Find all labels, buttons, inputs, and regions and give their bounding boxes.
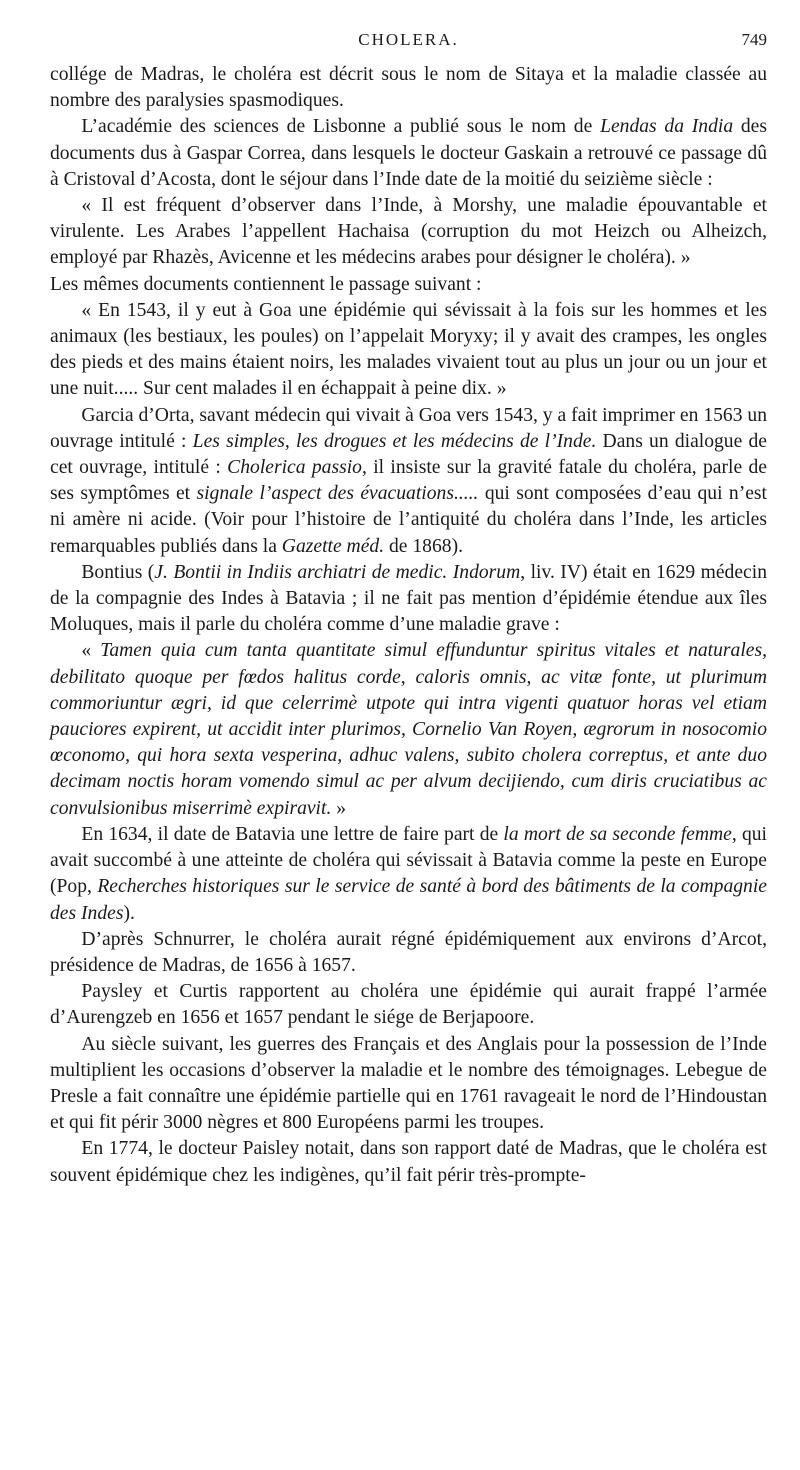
paragraph-text: « En 1543, il y eut à Goa une épidémie qui sévissait à la fois sur les hommes et les animaux (les bestiaux, les poules) on l’appelait Moryxy; il y avait des crampes, les ongles des pieds et des mains étaient noirs, les malades vivaient tout au plus un jour ou un jour et une nuit..... Sur cent malades il en échappait à peine dix. » [50,299,767,400]
paragraph-lisbon-academy [50,114,767,193]
paragraph-text: , qui avait succombé à une atteinte de choléra qui sévissait à Batavia comme la peste en Europe (Pop, [50,823,767,898]
paragraph-text: , il insiste sur la gravité fatale du choléra, parle de ses symptômes et [50,457,767,505]
emphasis-text: signale l’aspect des évacuations..... [196,483,479,505]
book-title: J. Bontii in Indiis archiatri de medic. Indorum [154,561,521,583]
paragraph-text: Garcia d’Orta, savant médecin qui vivait à Goa vers 1543, y a fait imprimer en 1563 un ouvrage intitulé : [50,404,767,452]
quote-goa-1543 [50,298,767,403]
paragraph-text: D’après Schnurrer, le choléra aurait régné épidémiquement aux environs d’Arcot, présidence de Madras, de 1656 à 1657. [50,928,767,976]
paragraph-text: Bontius ( [81,561,155,583]
paragraph-text: Les mêmes documents contiennent le passage suivant : [50,273,482,295]
quote-acosta [50,193,767,272]
paragraph-schnurrer [50,927,767,979]
paragraph-text: En 1774, le docteur Paisley notait, dans son rapport daté de Madras, que le choléra est souvent épidémique chez les indigènes, qu’il fait périr très-prompte- [50,1138,767,1186]
paragraph-text: Au siècle suivant, les guerres des Français et des Anglais pour la possession de l’Inde multiplient les occasions d’observer la maladie et le nombre des témoignages. Lebegue de Presle a fait connaître une épidémie partielle qui en 1761 ravageait le nord de l’Hindoustan et qui fit périr 3000 nègres et 800 Européens parmi les troupes. [50,1033,767,1134]
paragraph-text: En 1634, il date de Batavia une lettre de faire part de [81,823,504,845]
page-body [50,62,767,1189]
paragraph-text: qui sont composées d’eau qui n’est ni amère ni acide. (Voir pour l’histoire de l’antiquité du choléra dans l’Inde, les articles remarquables publiés dans la [50,483,767,557]
paragraph-text: Paysley et Curtis rapportent au choléra une épidémie qui aurait frappé l’armée d’Aurengzeb en 1656 et 1657 pendant le siége de Berjapoore. [50,981,767,1029]
journal-title: Gazette méd. [281,535,385,557]
book-title: Les simples, les drogues et les médecins de l’Inde. [192,430,597,452]
dialogue-title: Cholerica passio [227,457,362,479]
paragraph-text: » [331,797,347,819]
paragraph-batavia-1634 [50,822,767,927]
paragraph-text: ). [123,902,135,924]
latin-quote: Tamen quia cum tanta quantitate simul effunduntur spiritus vitales et naturales, debilitato quoque per fœdos halitus corde, caloris omnis, ac vitæ fonte, ut plurimum commoriuntur ægri, id que celerrimè utpote qui intra vigenti quatuor horas vel etiam pauciores expirent, ut accidit inter plurimos, Cornelio Van Royen, ægrorum in nosocomio œconomo, qui hora sexta vesperina, adhuc valens, subito cholera correptus, et ante duo decimam noctis horam vomendo simul ac per alvum decijiendo, cum diris cruciatibus ac convulsionibus miserrimè expiravit. [50,640,767,819]
paragraph-paysley-curtis [50,979,767,1031]
paragraph-paisley-1774 [50,1136,767,1188]
paragraph-next-century [50,1032,767,1137]
quote-latin [50,638,767,821]
paragraph-text: collége de Madras, le choléra est décrit sous le nom de Sitaya et la maladie classée au nombre des paralysies spasmodiques. [50,64,767,112]
paragraph-continuation [50,62,767,114]
paragraph-garcia-orta [50,403,767,560]
paragraph-text: Dans un dialogue de cet ouvrage, intitulé : [50,430,767,479]
emphasis-text: la mort de sa seconde femme [503,823,732,845]
page-header [50,30,767,54]
paragraph-text: , liv. IV) était en 1629 médecin de la compagnie des Indes à Batavia ; il ne fait pas mention d’épidémie étendue aux îles Moluques, mais il parle du choléra comme d’une maladie grave : [50,561,767,636]
paragraph-text: de 1868). [384,535,463,557]
paragraph-documents [50,272,767,298]
paragraph-text: L’académie des sciences de Lisbonne a publié sous le nom de [81,116,601,138]
paragraph-text: des documents dus à Gaspar Correa, dans lesquels le docteur Gaskain a retrouvé ce passage dû à Cristoval d’Acosta, dont le séjour dans l’Inde date de la moitié du seizième siècle : [50,116,767,190]
paragraph-text: « [81,640,101,662]
running-head: CHOLERA. [358,30,459,49]
paragraph-bontius [50,560,767,639]
page-number: 749 [741,30,767,49]
book-title: Lendas da India [600,116,734,138]
paragraph-text: « Il est fréquent d’observer dans l’Inde, à Morshy, une maladie épouvantable et virulente. Les Arabes l’appellent Hachaisa (corruption du mot Heizch ou Alheizch, employé par Rhazès, Avicenne et les médecins arabes pour désigner le choléra). » [50,195,767,269]
book-title: Recherches historiques sur le service de santé à bord des bâtiments de la compagnie des Indes [50,876,767,924]
